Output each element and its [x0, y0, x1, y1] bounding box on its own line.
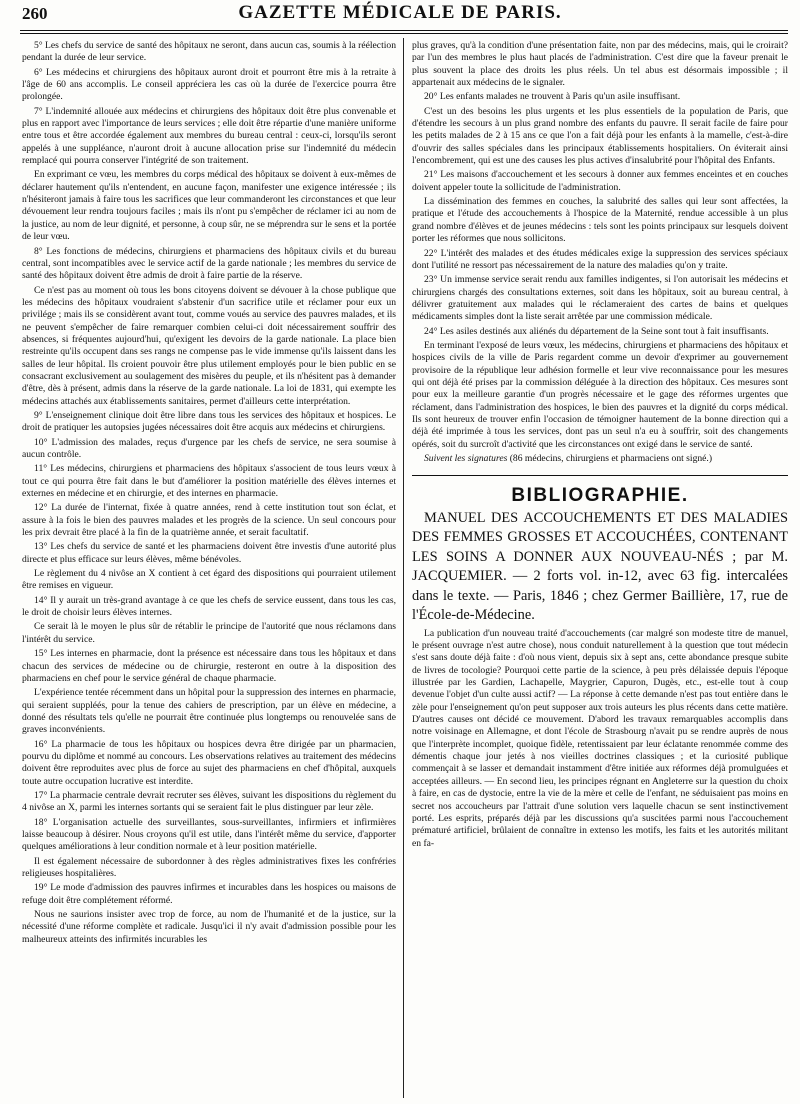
signatures-label: Suivent les signatures	[424, 453, 508, 464]
paragraph: 20° Les enfants malades ne trouvent à Paris qu'un asile insuffisant.	[424, 91, 681, 103]
paragraph: C'est un des besoins les plus urgents et les plus essentiels de la population de Paris, que d'étendre les secours à un plus grand nombre des enfants du pauvre. Il serait facile de faire pour les petits malades de 2 à 15 ans ce que l'on a fait déjà pour les enfants à la mamelle, c'est-à-dire d'ouvrir des salles spéciales dans les principaux établissements hospitaliers. On éviterait ainsi l'encombrement, qui est une des causes les plus actives d'insalubrité pour l'hôpital des Enfants.	[412, 105, 788, 167]
book-reference: MANUEL DES ACCOUCHEMENTS ET DES MALADIES DES FEMMES GROSSES ET ACCOUCHÉES, CONTENANT LES SOINS A DONNER AUX NOUVEAU-NÉS ; par M. JACQUEMIER. — 2 forts vol. in-12, avec 63 fig. intercalées dans le texte. — Paris, 1846 ; chez Germer Baillière, 17, rue de l'École-de-Médecine.	[412, 509, 788, 624]
paragraph: 9° L'enseignement clinique doit être libre dans tous les services des hôpitaux et hospices. Le droit de pratiquer les autopsies jugées nécessaires doit être acquis aux médecins et chirurgiens.	[22, 409, 396, 434]
paragraph: 24° Les asiles destinés aux aliénés du département de la Seine sont tout à fait insuffisants.	[424, 325, 769, 337]
paragraph: 11° Les médecins, chirurgiens et pharmaciens des hôpitaux s'associent de tous leurs vœux à tout ce qui pourra être fait dans le but d'améliorer la position matérielle des élèves internes et externes en médecine et en chirurgie, et des internes en pharmacie.	[22, 463, 396, 500]
paragraph: 6° Les médecins et chirurgiens des hôpitaux auront droit et pourront être mis à la retraite à l'âge de 60 ans accomplis. Le conseil appréciera les cas où la durée de l'exercice pourra être prolongée.	[22, 66, 396, 103]
paragraph: 16° La pharmacie de tous les hôpitaux ou hospices devra être dirigée par un pharmacien, pourvu du diplôme et nommé au concours. Les observations relatives au traitement des médecins doivent être reproduites avec plus de force au sujet des pharmaciens en chef d'hôpital, auxquels toute autre occupation lucrative est interdite.	[22, 738, 396, 787]
paragraph: 21° Les maisons d'accouchement et les secours à donner aux femmes enceintes et en couches doivent appeler toute la sollicitude de l'administration.	[412, 169, 788, 193]
signatures-note: (86 médecins, chirurgiens et pharmaciens ont signé.)	[507, 453, 713, 464]
paragraph: La dissémination des femmes en couches, la salubrité des salles qui leur sont affectées, la pratique et l'étude des accouchements à l'hospice de la Maternité, rendue accessible à un plus grand nombre d'élèves et de jeunes médecins : tels sont les points principaux sur lesquels doivent porter les réformes que nous sollicitons.	[412, 196, 788, 245]
review-paragraph: La publication d'un nouveau traité d'accouchements (car malgré son modeste titre de manuel, le présent ouvrage n'est autre chose), nous conduit naturellement à la question que tout médecin s'est sans doute déjà faite : d'où nous vient, depuis six à sept ans, cette abondance presque subite de livres de tocologie? Pourquoi cette partie de la science, à peu près délaissée depuis l'époque illustrée par les Gardien, Lachapelle, Maygrier, Capuron, Dugès, etc., est-elle tout à coup devenue l'objet d'un culte aussi actif? — La réponse à cette demande n'est pas tout entière dans le zèle pour l'enseignement qu'on peut supposer aux trois auteurs les plus récents dans cette matière. D'autres causes ont décidé ce mouvement. D'abord les travaux remarquables accomplis dans notre voisinage en Allemagne, et dont l'école de Strasbourg n'avait pu se rendre auprès de nous que l'interprète incomplet, quoique fidèle, retentissaient par leur éclatante renommée comme des démentis chaque jour jetés à nos vieilles doctrines classiques ; et la curiosité publique commençait à se lasser et demandait instamment d'être initiée aux réformes déjà promulguées et acceptées ailleurs. — En second lieu, les principes régnant en Angleterre sur la question du choix à faire, en cas de dystocie, entre la vie de la mère et celle de l'enfant, ne séduisaient pas moins en secret nos accoucheurs par l'attrait d'une solution vers laquelle chacun se sent instinctivement porté. Les esprits, préparés déjà par les discussions qu'a suscitées parmi nous l'accouchement prématuré artificiel, brûlaient de connaître in extenso les motifs, les faits et les autorités militant en fa-	[412, 627, 788, 849]
paragraph: 18° L'organisation actuelle des surveillantes, sous-surveillantes, infirmiers et infirmières laisse beaucoup à désirer. Nous croyons qu'il est utile, dans l'intérêt même du service, d'apporter quelques améliorations à leur condition normale et à leur position matérielle.	[22, 816, 396, 853]
paragraph: Ce n'est pas au moment où tous les bons citoyens doivent se dévouer à la chose publique que les médecins des hôpitaux voudraient s'abstenir d'un sacrifice utile et réclamer pour eux un privilége ; mais ils se considèrent avant tout, comme voués au service des pauvres malades, et ils ne peuvent s'empêcher de faire remarquer combien celui-ci doit nécessairement souffrir des absences, si fréquentes aujourd'hui, qu'exigent les devoirs de la garde nationale. La place bien restreinte qu'ils occupent dans ses rangs ne compense pas le vide immense qu'ils laissent dans les salles de leur hôpital. Ils croient pouvoir être plus utilement employés pour le bien public en se consacrant exclusivement au soulagement des misères du peuple, et ils n'hésitent pas à demander d'être, dès à présent, admis dans la réserve de la garde nationale. La loi de 1831, qui exempte les médecins attachés aux établissements sanitaires, permet d'ailleurs cette interprétation.	[22, 284, 396, 407]
paragraph: 10° L'admission des malades, reçus d'urgence par les chefs de service, ne sera soumise à aucun contrôle.	[22, 436, 396, 460]
paragraph: En terminant l'exposé de leurs vœux, les médecins, chirurgiens et pharmaciens des hôpitaux et hospices civils de la ville de Paris regardent comme un devoir d'exprimer au gouvernement provisoire de la république leur adhésion formelle et leur vive reconnaissance pour les mesures qui ont déjà été prises par la commission déléguée à la direction des hôpitaux. Ces mesures sont pour eux la meilleure garantie d'un progrès nécessaire et le gage des réformes urgentes que réclament, dans l'administration des hospices, le bien des pauvres et la dignité du corps médical. Ils sont heureux de trouver enfin l'occasion de témoigner hautement de la bonne direction qui a déjà été imprimée à tous les services, dont pas un seul n'a eu à souffrir, soit des changements opérés, soit du surcroît d'activité que les circonstances ont exigé dans le service de santé.	[412, 339, 788, 450]
paragraph: 23° Un immense service serait rendu aux familles indigentes, si l'on autorisait les médecins et chirurgiens chargés des consultations externes, soit dans les hôpitaux, soit au bureau central, à délivrer gratuitement aux malades qui le réclameraient des cartes de bains et quelques médicaments simples dont la liste serait arrêtée par une commission médicale.	[412, 274, 788, 323]
paragraph: 8° Les fonctions de médecins, chirurgiens et pharmaciens des hôpitaux civils et du bureau central, sont incompatibles avec le service actif de la garde nationale ; les membres du service de santé des hôpitaux doivent être admis de droit à faire partie de la réserve.	[22, 245, 396, 282]
paragraph: 7° L'indemnité allouée aux médecins et chirurgiens des hôpitaux doit être plus convenable et plus en rapport avec l'importance de leurs services ; elle doit être répartie d'une manière uniforme entre tous et être accordée également aux membres du bureau central : ceux-ci, lorsqu'ils seront appelés à une suppléance, n'auront droit à aucune allocation prise sur l'indemnité du médecin remplacé qui pourra conserver l'intégrité de son traitement.	[22, 105, 396, 167]
paragraph: 14° Il y aurait un très-grand avantage à ce que les chefs de service eussent, dans tous les cas, le droit de choisir leurs élèves internes.	[22, 594, 396, 619]
paragraph: 5° Les chefs du service de santé des hôpitaux ne seront, dans aucun cas, soumis à la réélection pendant la durée de leur service.	[22, 40, 396, 64]
right-column	[412, 40, 788, 852]
paragraph: Nous ne saurions insister avec trop de force, au nom de l'humanité et de la justice, sur la nécessité d'une réforme complète et radicale. Jusqu'ici il n'y avait d'admission possible pour les malheureux atteints des infirmités incurables les	[22, 909, 396, 945]
paragraph: plus graves, qu'à la condition d'une présentation faite, non par des médecins, mais, qui le croirait? par l'un des membres le plus haut placés de l'administration. C'est dire que la faveur prenait le plus souvent la place des droits les plus réels. Un tel abus est désormais impossible ; il appartenait aux médecins de le signaler.	[412, 40, 788, 89]
running-title: GAZETTE MÉDICALE DE PARIS.	[238, 2, 562, 23]
section-divider	[412, 475, 788, 476]
left-column	[22, 40, 396, 1100]
column-divider	[403, 38, 404, 1098]
paragraph: 19° Le mode d'admission des pauvres infirmes et incurables dans les hospices ou maisons de refuge doit être complétement réformé.	[22, 882, 396, 906]
paragraph: 12° La durée de l'internat, fixée à quatre années, rend à cette institution tout son éclat, et assure à la fois le bien des pauvres malades et les progrès de la science. Un seul concours pour les prix devrait être placé à la fin de la quatrième année, et serait facultatif.	[22, 502, 396, 539]
paragraph: Le règlement du 4 nivôse an X contient à cet égard des dispositions qui pourraient utilement être remises en vigueur.	[22, 568, 396, 592]
paragraph: 17° La pharmacie centrale devrait recruter ses élèves, suivant les dispositions du règlement du 4 nivôse an X, parmi les internes sortants qui se seraient fait le plus distinguer par leur zèle.	[22, 789, 396, 814]
paragraph: 15° Les internes en pharmacie, dont la présence est nécessaire dans tous les hôpitaux et dans chacun des services de médecine ou de chirurgie, resteront en outre à la disposition des pharmaciens en chef pour le service général de chaque pharmacie.	[22, 648, 396, 684]
signatures	[412, 453, 788, 465]
page-number: 260	[22, 4, 48, 23]
paragraph: 13° Les chefs du service de santé et les pharmaciens doivent être investis d'une autorité plus directe et plus efficace sur leurs élèves, même bénévoles.	[22, 541, 396, 565]
paragraph: Il est également nécessaire de subordonner à des règles administratives fixes les confréries religieuses hospitalières.	[22, 855, 396, 879]
section-title: BIBLIOGRAPHIE.	[511, 485, 689, 507]
paragraph: 22° L'intérêt des malades et des études médicales exige la suppression des services spéciaux dont l'utilité ne ressort pas nécessairement de la nature des maladies qu'on y traite.	[412, 247, 788, 271]
header-rule	[20, 30, 788, 34]
paragraph: Ce serait là le moyen le plus sûr de rétablir le principe de l'autorité que nous réclamons dans l'intérêt du service.	[22, 621, 396, 645]
paragraph: L'expérience tentée récemment dans un hôpital pour la suppression des internes en pharmacie, qui seraient suppléés, pour la tenue des cahiers de prescription, par un élève en médecine, a donné des résultats tels qu'elle ne pourrait être continuée plus longtemps ou renouvelée sans de graves inconvénients.	[22, 687, 396, 736]
paragraph: En exprimant ce vœu, les membres du corps médical des hôpitaux se doivent à eux-mêmes de déclarer hautement qu'ils n'entendent, en aucune façon, manifester une exigence intéressée ; ils n'hésiteront jamais à faire tous les sacrifices que leur commanderont les circonstances et que leur dévouement leur rendra toujours faciles ; mais ils n'ont pu s'empêcher de réclamer ici au nom de la justice, au nom de leur dignité, et personne, à coup sûr, ne se méprendra sur le sens et la portée de leur vœu.	[22, 169, 396, 243]
